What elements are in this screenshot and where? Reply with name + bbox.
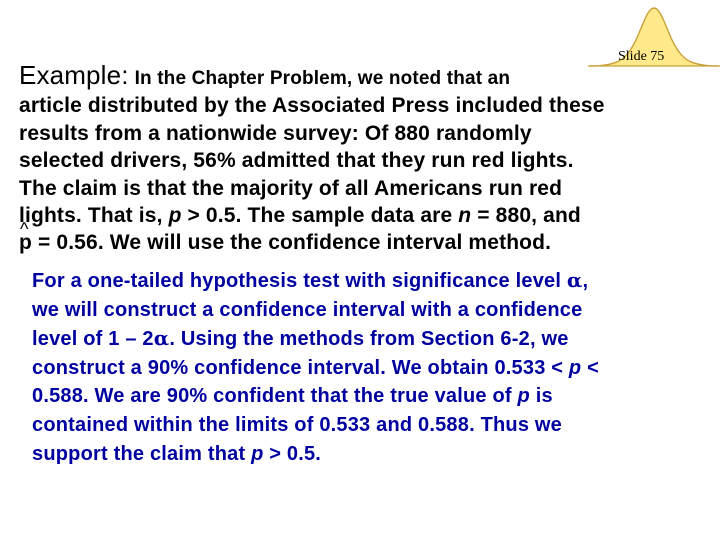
p-symbol-5: p xyxy=(517,385,530,408)
body-line-4b: < xyxy=(581,356,599,379)
n-symbol: n xyxy=(458,204,472,228)
alpha-symbol-2: α xyxy=(153,326,170,351)
p-symbol: p xyxy=(168,204,182,228)
body-line-4a: construct a 90% confidence interval. We obtain 0.533 < xyxy=(32,356,569,379)
confidence-interval-paragraph xyxy=(32,266,720,468)
example-line-5: The claim is that the majority of all Americans run red xyxy=(19,176,563,200)
body-line-6: contained within the limits of 0.533 and 0.588. Thus we xyxy=(32,413,563,436)
example-line-4: selected drivers, 56% admitted that they run red lights. xyxy=(19,149,574,173)
p-hat-symbol: ^ p xyxy=(19,229,32,256)
example-line-6c: = 880, and xyxy=(471,204,581,228)
body-line-3 xyxy=(32,324,720,354)
alpha-symbol: α xyxy=(566,268,583,292)
p-symbol-7: p xyxy=(251,442,264,465)
body-line-2: we will construct a confidence interval with a confidence xyxy=(32,298,583,321)
body-line-1 xyxy=(32,266,720,296)
example-line-2: article distributed by the Associated Press included these xyxy=(19,94,605,118)
example-label: Example: xyxy=(19,60,129,90)
example-line-7 xyxy=(19,229,709,256)
body-line-5 xyxy=(32,382,720,411)
body-line-7a: support the claim that xyxy=(32,442,252,465)
example-line-6b: > 0.5. The sample data are xyxy=(181,204,459,228)
example-line-6a: lights. That is, xyxy=(19,204,169,228)
p-symbol-4: p xyxy=(568,356,582,379)
body-line-3b: . Using the methods from Section 6-2, we xyxy=(169,328,569,351)
example-lead: In the Chapter Problem, we noted that an xyxy=(134,68,511,89)
example-line-7b: = 0.56. We will use the confidence interval method. xyxy=(31,231,552,255)
body-line-5b: is xyxy=(529,385,553,408)
example-line-6 xyxy=(19,202,709,229)
body-line-4 xyxy=(32,354,720,383)
body-line-5a: 0.588. We are 90% confident that the true value of xyxy=(32,385,518,408)
example-line-1 xyxy=(19,62,709,92)
example-paragraph xyxy=(19,62,709,257)
body-line-7b: > 0.5. xyxy=(263,442,322,465)
slide-number: Slide 75 xyxy=(618,49,665,64)
body-line-3a: level of 1 – 2 xyxy=(32,328,154,351)
body-line-1b: , xyxy=(582,270,589,292)
body-line-1a: For a one-tailed hypothesis test with significance level xyxy=(32,270,567,292)
example-line-3: results from a nationwide survey: Of 880 randomly xyxy=(19,121,532,145)
body-line-7 xyxy=(32,440,720,469)
